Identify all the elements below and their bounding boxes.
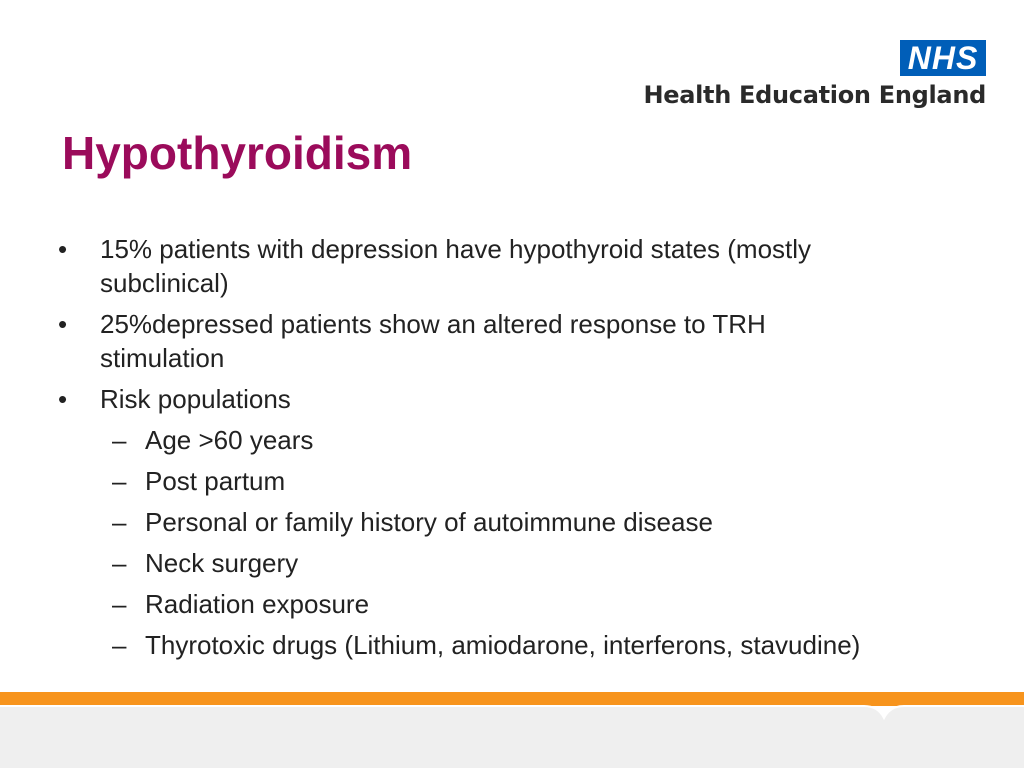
- nhs-logo-mark: NHS: [900, 40, 986, 76]
- bullet-item: [0, 307, 1024, 375]
- sub-bullet-text: Radiation exposure: [145, 589, 370, 619]
- sub-bullet-text: Personal or family history of autoimmune disease: [145, 507, 713, 537]
- bullet-item: [0, 232, 1024, 300]
- dash-marker: –: [112, 425, 127, 455]
- sub-bullet-item: [0, 505, 1024, 539]
- bullet-item: [0, 382, 1024, 416]
- bullet-text: Risk populations: [100, 384, 291, 414]
- sub-bullet-text: Thyrotoxic drugs (Lithium, amiodarone, interferons, stavudine): [145, 630, 861, 660]
- footer-wave: [0, 692, 1024, 768]
- bullet-text: 15% patients with depression have hypothyroid states (mostly subclinical): [100, 234, 812, 298]
- sub-bullet-text: Post partum: [145, 466, 286, 496]
- bullet-marker: •: [58, 309, 68, 339]
- footer-decoration: [0, 692, 1024, 768]
- slide-title: Hypothyroidism: [62, 127, 413, 179]
- nhs-hee-logo: [626, 40, 986, 112]
- dash-marker: –: [112, 466, 127, 496]
- footer-accent-bar: [0, 692, 1024, 706]
- bullet-text: 25%depressed patients show an altered response to TRH stimulation: [100, 309, 766, 373]
- sub-bullet-text: Neck surgery: [145, 548, 299, 578]
- dash-marker: –: [112, 548, 127, 578]
- organisation-name: Health Education England: [643, 81, 986, 109]
- sub-bullet-item: [0, 587, 1024, 621]
- sub-bullet-item: [0, 464, 1024, 498]
- dash-marker: –: [112, 507, 127, 537]
- sub-bullet-item: [0, 423, 1024, 457]
- bullet-marker: •: [58, 234, 68, 264]
- dash-marker: –: [112, 589, 127, 619]
- footer-panel: [0, 706, 1024, 768]
- sub-bullet-item: [0, 546, 1024, 580]
- sub-bullet-item: [0, 628, 1024, 662]
- bullet-marker: •: [58, 384, 68, 414]
- sub-bullet-text: Age >60 years: [145, 425, 314, 455]
- dash-marker: –: [112, 630, 127, 660]
- bullet-list: [0, 232, 1024, 669]
